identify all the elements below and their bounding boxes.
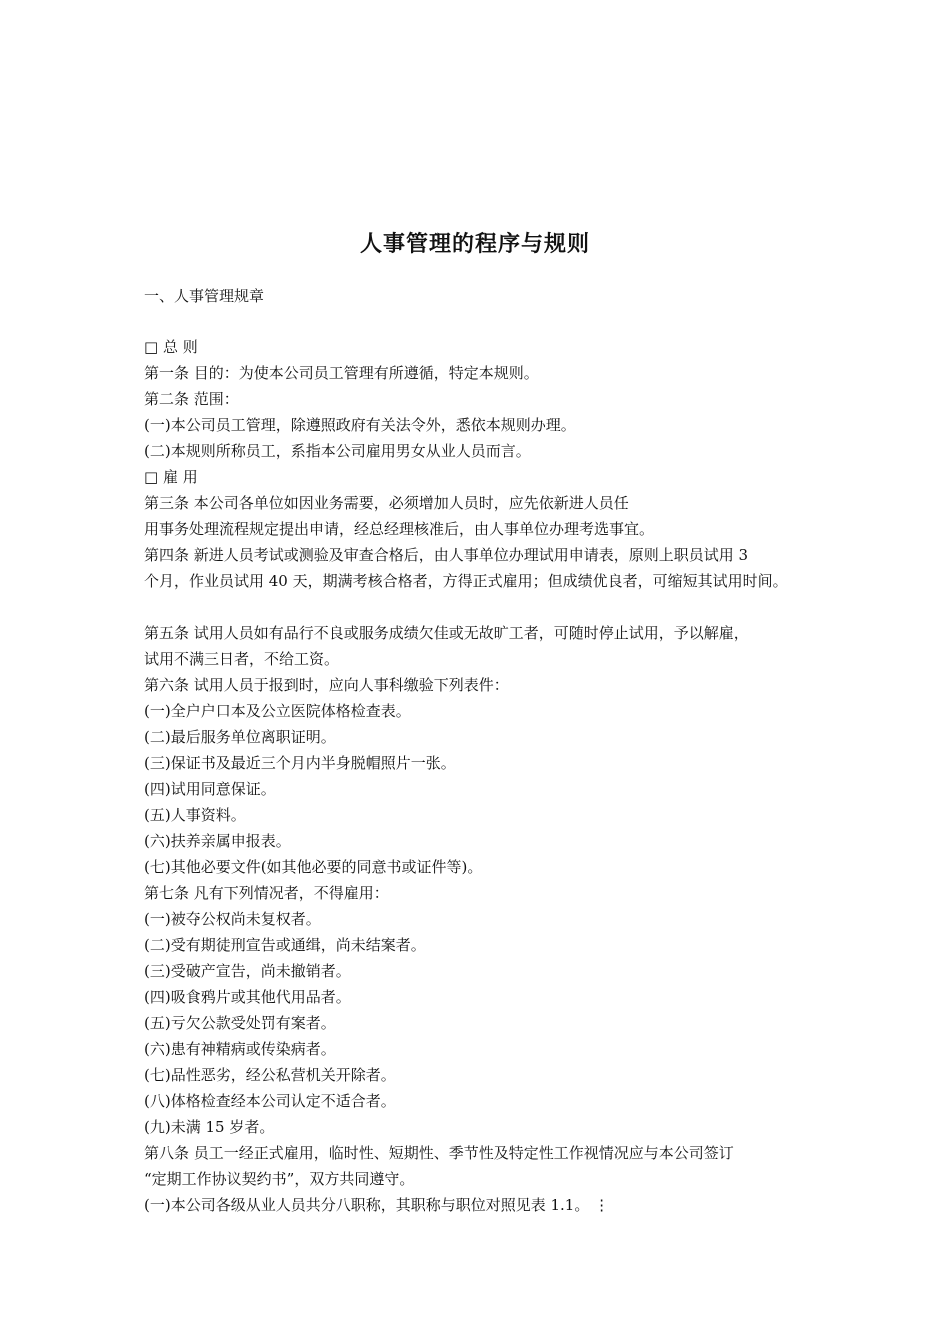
body-line: 第七条 凡有下列情况者，不得雇用： (144, 884, 389, 902)
body-line: (一)本公司各级从业人员共分八职称，其职称与职位对照见表 1.1。 ⋮ (144, 1196, 610, 1214)
body-line: 第二条 范围： (144, 390, 239, 408)
body-line: (七)品性恶劣，经公私营机关开除者。 (144, 1066, 396, 1084)
body-line: 第四条 新进人员考试或测验及审查合格后，由人事单位办理试用申请表，原则上职员试用 3 (144, 546, 749, 564)
section-heading: 一、人事管理规章 (144, 287, 265, 305)
blank-line (144, 594, 824, 620)
body-line: (二)最后服务单位离职证明。 (144, 728, 336, 746)
body-line: 第六条 试用人员于报到时，应向人事科缴验下列表件： (144, 676, 509, 694)
body-line: (七)其他必要文件(如其他必要的同意书或证件等)。 (144, 858, 483, 876)
body-line: (三)保证书及最近三个月内半身脱帽照片一张。 (144, 754, 456, 772)
document-title: 人事管理的程序与规则 (359, 231, 590, 257)
body-line: (一)全户户口本及公立医院体格检查表。 (144, 702, 411, 720)
body-line: 第八条 员工一经正式雇用，临时性、短期性、季节性及特定性工作视情况应与本公司签订 (144, 1144, 734, 1162)
body-line: □ 总 则 (144, 338, 198, 356)
body-line: 第五条 试用人员如有品行不良或服务成绩欠佳或无故旷工者，可随时停止试用，予以解雇， (144, 624, 749, 642)
body-line: (九)未满 15 岁者。 (144, 1118, 275, 1136)
body-line: (一)本公司员工管理，除遵照政府有关法令外，悉依本规则办理。 (144, 416, 576, 434)
body-line: 试用不满三日者，不给工资。 (144, 650, 340, 668)
body-line: (四)吸食鸦片或其他代用品者。 (144, 988, 351, 1006)
body-line: “定期工作协议契约书”，双方共同遵守。 (144, 1170, 415, 1188)
body-line: (八)体格检查经本公司认定不适合者。 (144, 1092, 396, 1110)
body-line: 第三条 本公司各单位如因业务需要，必须增加人员时，应先依新进人员任 (144, 494, 629, 512)
body-line: (三)受破产宣告，尚未撤销者。 (144, 962, 351, 980)
body-line: 第一条 目的：为使本公司员工管理有所遵循，特定本规则。 (144, 364, 539, 382)
body-line: (五)亏欠公款受处罚有案者。 (144, 1014, 336, 1032)
body-line: (六)患有神精病或传染病者。 (144, 1040, 336, 1058)
body-line: □ 雇 用 (144, 468, 198, 486)
body-line: 个月，作业员试用 40 天，期满考核合格者，方得正式雇用；但成绩优良者，可缩短其试用时间。 (144, 572, 788, 590)
body-line: 用事务处理流程规定提出申请，经总经理核准后，由人事单位办理考选事宜。 (144, 520, 655, 538)
body-line: (二)受有期徒刑宣告或通缉，尚未结案者。 (144, 936, 426, 954)
body-line: (六)扶养亲属申报表。 (144, 832, 291, 850)
body-line: (二)本规则所称员工，系指本公司雇用男女从业人员而言。 (144, 442, 531, 460)
document-body (144, 334, 824, 1218)
body-line: (五)人事资料。 (144, 806, 246, 824)
body-line: (四)试用同意保证。 (144, 780, 276, 798)
body-line: (一)被夺公权尚未复权者。 (144, 910, 321, 928)
